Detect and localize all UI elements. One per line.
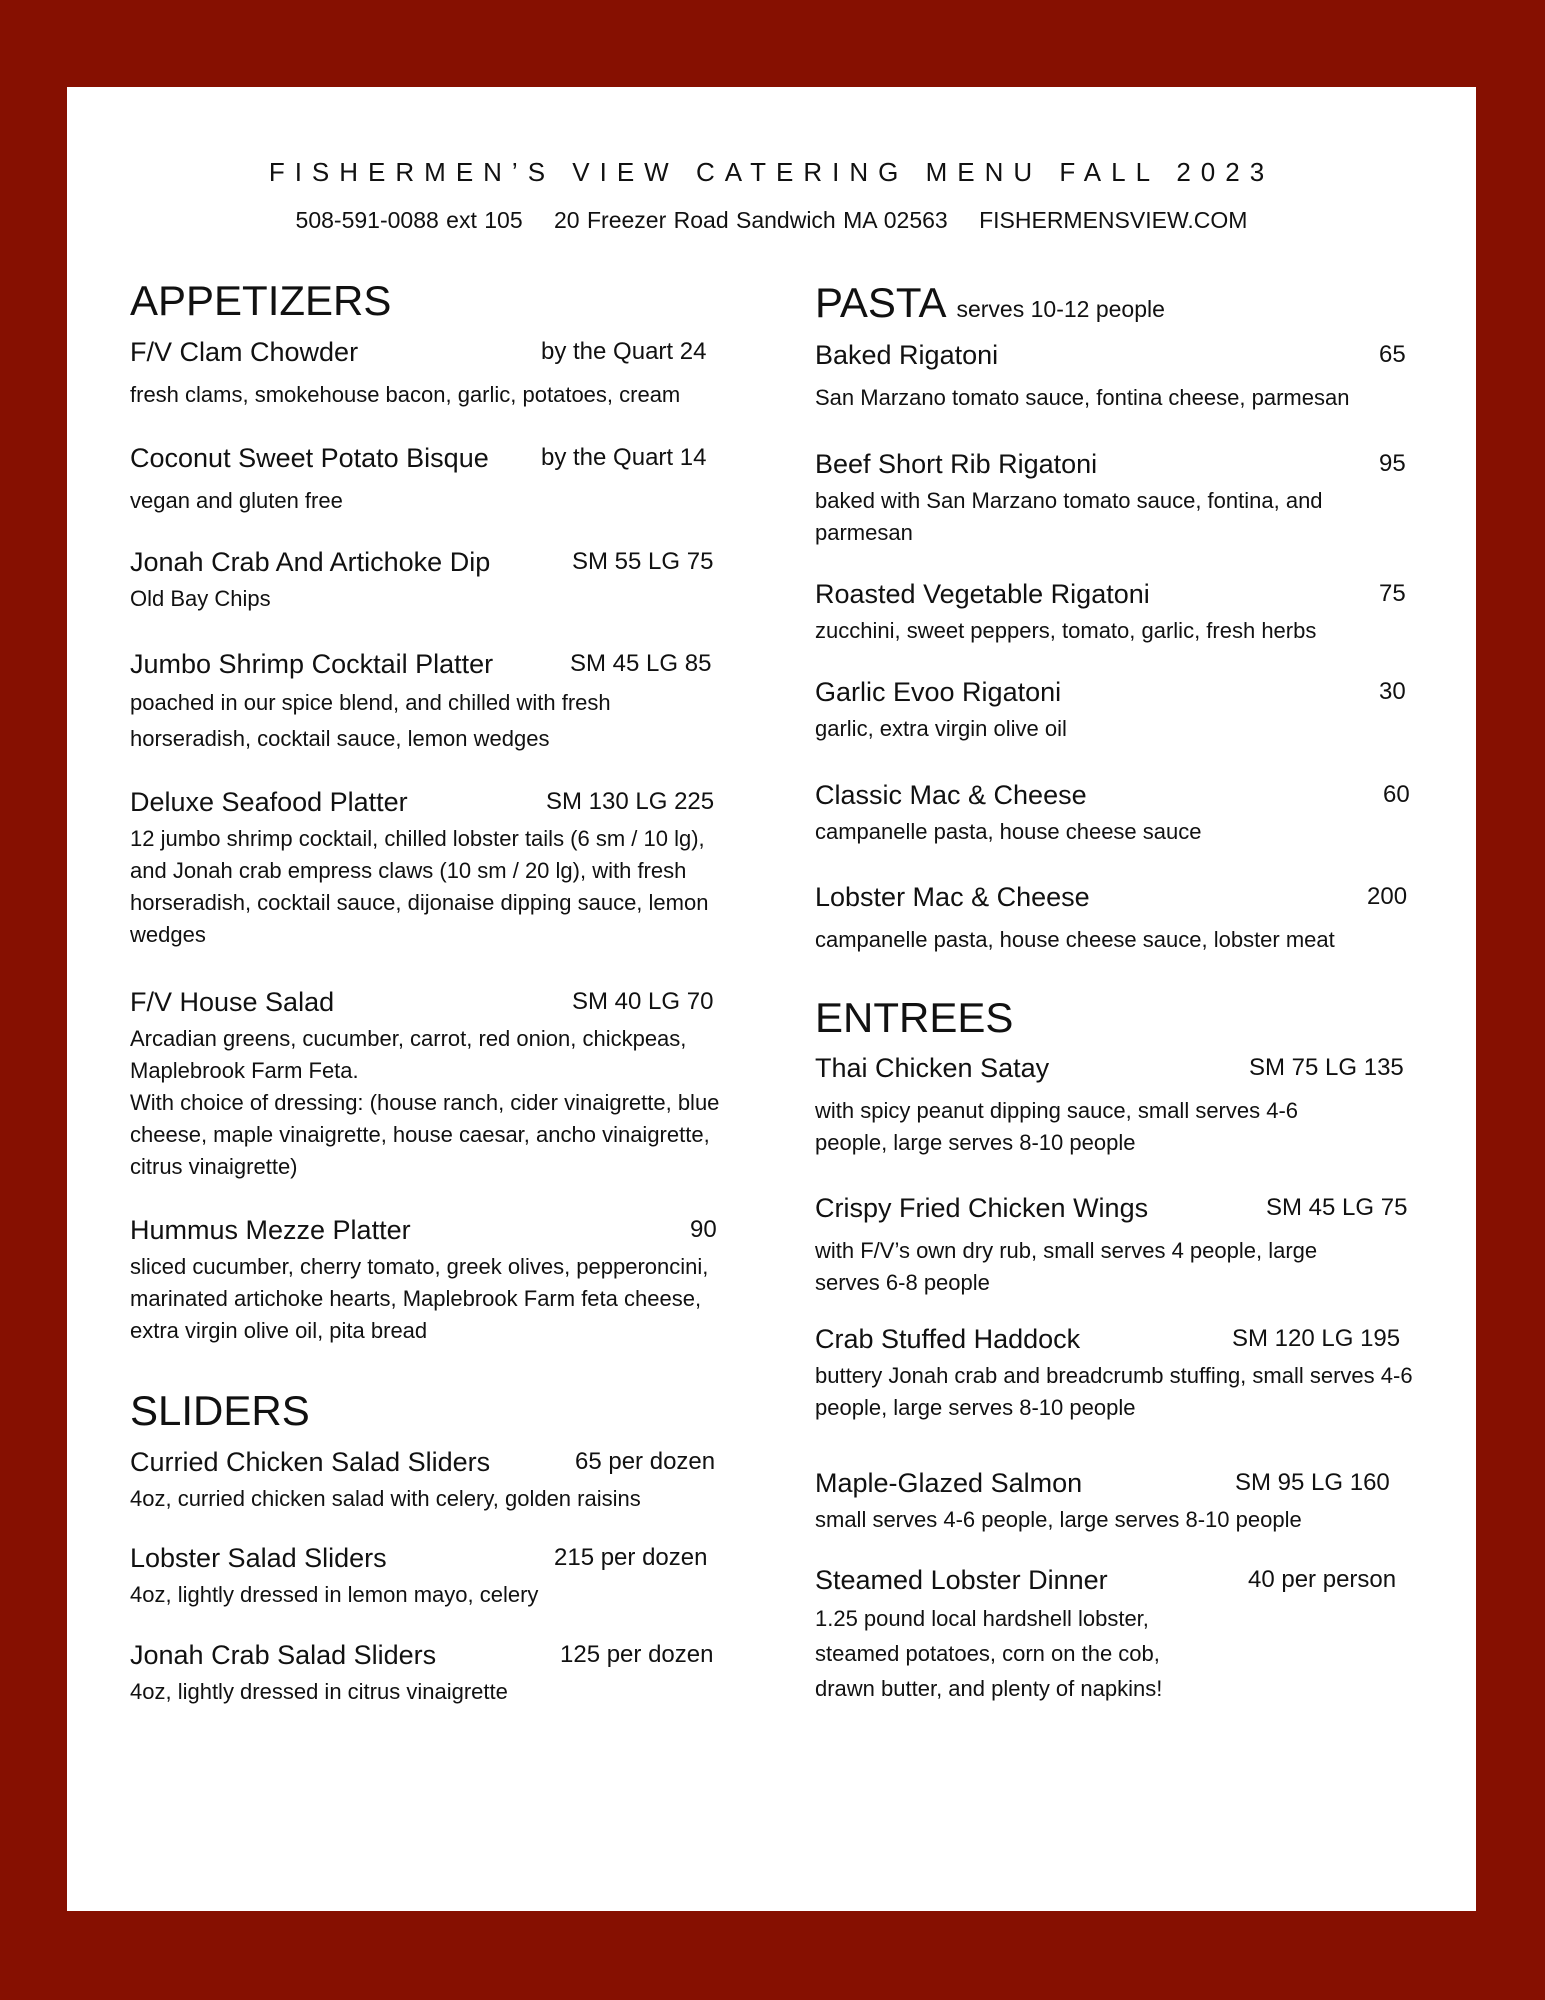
menu-item-sweet-potato-bisque bbox=[130, 443, 730, 517]
menu-page bbox=[67, 87, 1476, 1911]
item-description: zucchini, sweet peppers, tomato, garlic, fresh herbs bbox=[815, 618, 1317, 643]
item-name: Curried Chicken Salad Sliders bbox=[130, 1447, 491, 1477]
item-name: F/V House Salad bbox=[130, 987, 335, 1017]
item-name: Baked Rigatoni bbox=[815, 340, 999, 370]
item-description: 4oz, curried chicken salad with celery, golden raisins bbox=[130, 1486, 641, 1511]
menu-item-lobster-mac-cheese bbox=[815, 882, 1417, 956]
menu-item-classic-mac-cheese bbox=[815, 780, 1417, 848]
item-description: buttery Jonah crab and breadcrumb stuffing, small serves 4-6 people, large serves 8-10 people bbox=[815, 1363, 1413, 1420]
item-description: 4oz, lightly dressed in lemon mayo, celery bbox=[130, 1582, 539, 1607]
item-name: Classic Mac & Cheese bbox=[815, 780, 1087, 810]
menu-item-short-rib-rigatoni bbox=[815, 449, 1417, 549]
contact-line bbox=[67, 207, 1476, 234]
menu-item-lobster-salad-sliders bbox=[130, 1543, 730, 1611]
item-description: sliced cucumber, cherry tomato, greek olives, pepperoncini, marinated artichoke hearts, Maplebrook Farm feta cheese, extra virgin olive oil, pita bread bbox=[130, 1254, 709, 1343]
appetizers-heading: APPETIZERS bbox=[130, 277, 392, 324]
item-name: Lobster Salad Sliders bbox=[130, 1543, 387, 1573]
item-description: fresh clams, smokehouse bacon, garlic, potatoes, cream bbox=[130, 382, 681, 407]
menu-item-crab-artichoke-dip bbox=[130, 547, 730, 615]
pasta-serving-note: serves 10-12 people bbox=[956, 296, 1165, 322]
menu-item-crispy-chicken-wings bbox=[815, 1193, 1417, 1299]
menu-item-crab-stuffed-haddock bbox=[815, 1324, 1417, 1424]
menu-item-crab-salad-sliders bbox=[130, 1640, 730, 1708]
item-name: Coconut Sweet Potato Bisque bbox=[130, 443, 489, 473]
item-price: 215 per dozen bbox=[554, 1544, 708, 1571]
sliders-heading: SLIDERS bbox=[130, 1387, 310, 1434]
menu-item-vegetable-rigatoni bbox=[815, 579, 1417, 647]
item-price: 40 per person bbox=[1248, 1566, 1397, 1593]
menu-item-chicken-salad-sliders bbox=[130, 1447, 730, 1515]
item-price: SM 45 LG 85 bbox=[570, 650, 712, 677]
item-name: Garlic Evoo Rigatoni bbox=[815, 677, 1062, 707]
item-description: San Marzano tomato sauce, fontina cheese, parmesan bbox=[815, 385, 1350, 410]
item-price: 200 bbox=[1367, 883, 1408, 910]
item-name: Jumbo Shrimp Cocktail Platter bbox=[130, 649, 494, 679]
item-price: by the Quart 24 bbox=[541, 338, 707, 365]
item-name: Jonah Crab And Artichoke Dip bbox=[130, 547, 491, 577]
menu-item-shrimp-cocktail-platter bbox=[130, 649, 730, 757]
pasta-title: PASTA bbox=[815, 279, 947, 326]
item-price: 65 per dozen bbox=[575, 1448, 716, 1475]
item-description: poached in our spice blend, and chilled with fresh horseradish, cocktail sauce, lemon wedges bbox=[130, 690, 611, 751]
item-price: SM 45 LG 75 bbox=[1266, 1194, 1408, 1221]
phone-number: 508-591-0088 ext 105 bbox=[295, 207, 523, 233]
pasta-heading bbox=[815, 279, 1165, 327]
item-price: 125 per dozen bbox=[560, 1641, 714, 1668]
item-name: Crab Stuffed Haddock bbox=[815, 1324, 1081, 1354]
item-price: SM 95 LG 160 bbox=[1235, 1469, 1390, 1496]
menu-item-house-salad bbox=[130, 987, 730, 1183]
item-price: SM 40 LG 70 bbox=[572, 988, 714, 1015]
item-description: campanelle pasta, house cheese sauce, lobster meat bbox=[815, 927, 1335, 952]
item-price: SM 75 LG 135 bbox=[1249, 1054, 1404, 1081]
item-name: F/V Clam Chowder bbox=[130, 337, 359, 367]
item-price: 75 bbox=[1379, 580, 1406, 607]
item-description: with spicy peanut dipping sauce, small serves 4-6 people, large serves 8-10 people bbox=[815, 1098, 1299, 1155]
item-description: campanelle pasta, house cheese sauce bbox=[815, 819, 1202, 844]
item-description: 4oz, lightly dressed in citrus vinaigrette bbox=[130, 1679, 508, 1704]
menu-item-clam-chowder bbox=[130, 337, 730, 411]
menu-item-baked-rigatoni bbox=[815, 340, 1417, 414]
item-description: Arcadian greens, cucumber, carrot, red onion, chickpeas, Maplebrook Farm Feta. With choice of dressing: (house ranch, cider vinaigrette, blue cheese, maple vinaigrette, house caesar, ancho vinaigrette, citrus vinaigrette) bbox=[130, 1026, 720, 1179]
item-name: Thai Chicken Satay bbox=[815, 1053, 1050, 1083]
item-price: SM 120 LG 195 bbox=[1232, 1325, 1401, 1352]
item-description: 1.25 pound local hardshell lobster, steamed potatoes, corn on the cob, drawn butter, and plenty of napkins! bbox=[815, 1606, 1163, 1701]
item-name: Beef Short Rib Rigatoni bbox=[815, 449, 1098, 479]
item-description: with F/V’s own dry rub, small serves 4 people, large serves 6-8 people bbox=[815, 1238, 1318, 1295]
entrees-heading: ENTREES bbox=[815, 994, 1014, 1041]
menu-item-steamed-lobster-dinner bbox=[815, 1565, 1417, 1706]
item-description: baked with San Marzano tomato sauce, fontina, and parmesan bbox=[815, 488, 1323, 545]
menu-title: FISHERMEN’S VIEW CATERING MENU FALL 2023 bbox=[268, 157, 1275, 187]
menu-item-hummus-mezze-platter bbox=[130, 1215, 730, 1347]
item-name: Roasted Vegetable Rigatoni bbox=[815, 579, 1150, 609]
item-price: SM 55 LG 75 bbox=[572, 548, 714, 575]
item-price: 60 bbox=[1383, 781, 1410, 808]
item-name: Hummus Mezze Platter bbox=[130, 1215, 411, 1245]
item-price: 95 bbox=[1379, 450, 1406, 477]
item-description: vegan and gluten free bbox=[130, 488, 343, 513]
item-description: 12 jumbo shrimp cocktail, chilled lobster tails (6 sm / 10 lg), and Jonah crab empress claws (10 sm / 20 lg), with fresh horseradish, cocktail sauce, dijonaise dipping sauce, lemon wedges bbox=[130, 826, 709, 947]
address: 20 Freezer Road Sandwich MA 02563 bbox=[554, 207, 948, 233]
item-price: 90 bbox=[690, 1216, 717, 1243]
item-price: 65 bbox=[1379, 341, 1406, 368]
item-description: garlic, extra virgin olive oil bbox=[815, 716, 1067, 741]
menu-item-thai-chicken-satay bbox=[815, 1053, 1417, 1159]
website: FISHERMENSVIEW.COM bbox=[979, 207, 1248, 233]
menu-item-maple-glazed-salmon bbox=[815, 1468, 1417, 1536]
item-name: Jonah Crab Salad Sliders bbox=[130, 1640, 437, 1670]
item-price: by the Quart 14 bbox=[541, 444, 707, 471]
item-name: Maple-Glazed Salmon bbox=[815, 1468, 1083, 1498]
item-name: Deluxe Seafood Platter bbox=[130, 787, 408, 817]
item-description: Old Bay Chips bbox=[130, 586, 271, 611]
item-name: Lobster Mac & Cheese bbox=[815, 882, 1090, 912]
item-name: Steamed Lobster Dinner bbox=[815, 1565, 1108, 1595]
item-name: Crispy Fried Chicken Wings bbox=[815, 1193, 1149, 1223]
item-price: 30 bbox=[1379, 678, 1406, 705]
item-description: small serves 4-6 people, large serves 8-10 people bbox=[815, 1507, 1302, 1532]
menu-item-deluxe-seafood-platter bbox=[130, 787, 730, 951]
menu-item-garlic-evoo-rigatoni bbox=[815, 677, 1417, 745]
item-price: SM 130 LG 225 bbox=[546, 788, 715, 815]
